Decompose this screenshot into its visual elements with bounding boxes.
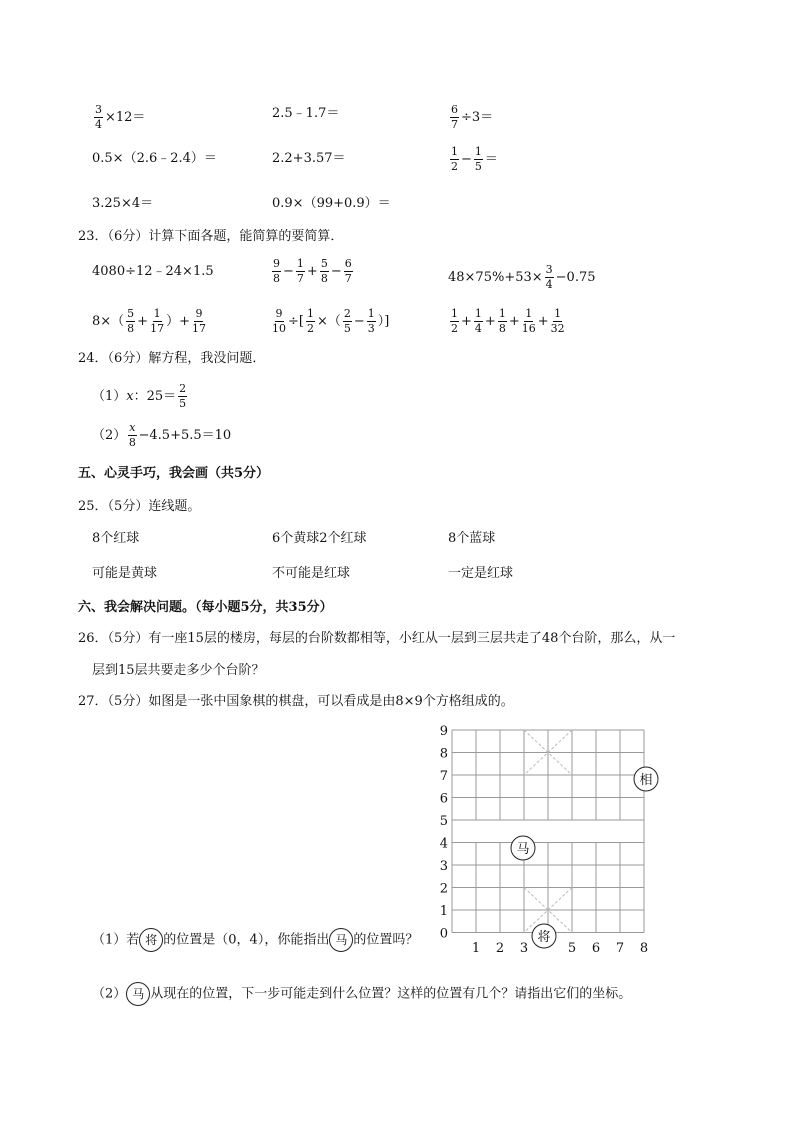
fraction: $\frac{1}{32}$ [550, 307, 565, 336]
piece-jiang [532, 924, 556, 948]
y-tick-label: 2 [439, 881, 448, 897]
x-tick-label: 3 [519, 941, 529, 956]
calc-r1-a: $\frac{3}{4}$ ×12＝ [95, 103, 146, 132]
calc-r2-a: 0.5×（2.6﹣2.4）＝ [92, 151, 217, 166]
fraction: $\frac{1}{8}$ [498, 307, 506, 336]
q25-bottom-1: 可能是黄球 [92, 566, 158, 581]
calc-r3-a: 3.25×4＝ [92, 196, 154, 211]
q23-expr-3: 48×75%+53× $\frac{3}{4}$ −0.75 [448, 263, 596, 292]
fraction: $\frac{1}{7}$ [296, 257, 304, 286]
x-axis-labels [472, 941, 648, 956]
y-tick-label: 4 [439, 836, 448, 852]
q23-expr-2: $\frac{9}{8}$ − $\frac{1}{7}$ + $\frac{5}{8}$ − $\frac{6}{7}$ [273, 257, 352, 286]
y-tick-label: 1 [439, 904, 448, 919]
y-tick-label: 7 [439, 769, 448, 784]
q23-expr-1: 4080÷12﹣24×1.5 [92, 264, 214, 279]
q23-expr-5: $\frac{9}{10}$ ÷[ $\frac{1}{2}$ ×（ $\frac{2}{5}$ − $\frac{1}{3}$ ）] [272, 307, 390, 336]
svg-text:马: 马 [516, 842, 530, 857]
q26-line-2: 层到15层共要走多少个台阶？ [92, 663, 265, 678]
fraction: $\frac{1}{4}$ [474, 307, 482, 336]
calc-r1-c: $\frac{6}{7}$ ÷3＝ [451, 103, 494, 132]
q25-top-2: 6个黄球2个红球 [272, 531, 367, 546]
q23-expr-6: $\frac{1}{2}$ + $\frac{1}{4}$ + $\frac{1}{8}$ + $\frac{1}{16}$ + $\frac{1}{32}$ [451, 307, 565, 336]
q23-expr-4: 8×（ $\frac{5}{8}$ + $\frac{1}{17}$ ）+ $\frac{9}{17}$ [92, 307, 206, 336]
q25-top-1: 8个红球 [92, 531, 140, 546]
q24-header: 24．（6分）解方程，我没问题． [78, 351, 266, 366]
q27-sub-1: （1）若 将 的位置是（0，4），你能指出 马 的位置吗？ [92, 928, 418, 952]
svg-text:相: 相 [639, 773, 653, 788]
chess-board [420, 718, 680, 958]
x-tick-label: 8 [639, 941, 649, 956]
q25-bottom-2: 不可能是红球 [272, 566, 351, 581]
calc-r1-b: 2.5﹣1.7＝ [272, 106, 340, 121]
fraction: $\frac{1}{2}$ [306, 307, 314, 336]
x-tick-label: 5 [567, 941, 577, 956]
calc-r2-c: $\frac{1}{2}$ − $\frac{1}{5}$ ＝ [451, 145, 498, 174]
y-tick-label: 3 [439, 859, 448, 874]
fraction: $\frac{9}{17}$ [191, 307, 206, 336]
piece-xiang [634, 767, 658, 791]
fraction: $\frac{6}{7}$ [344, 257, 352, 286]
fraction: $\frac{1}{5}$ [474, 145, 482, 174]
y-tick-label: 8 [439, 746, 448, 762]
fraction: $\frac{2}{5}$ [179, 382, 187, 411]
fraction: $\frac{5}{8}$ [127, 307, 135, 336]
y-tick-label: 0 [439, 926, 448, 942]
y-tick-label: 5 [439, 814, 448, 829]
piece-ma-inline: 马 [126, 982, 150, 1006]
fraction: $\frac{1}{2}$ [451, 145, 458, 174]
calc-r2-b: 2.2+3.57＝ [272, 151, 346, 166]
q25-bottom-3: 一定是红球 [448, 566, 514, 581]
q23-header: 23．（6分）计算下面各题，能简算的要简算． [78, 229, 344, 244]
q27-header: 27．（5分）如图是一张中国象棋的棋盘，可以看成是由8×9个方格组成的。 [78, 694, 514, 709]
y-tick-label: 9 [439, 724, 448, 739]
x-tick-label: 1 [471, 941, 481, 956]
fraction: $\frac{3}{4}$ [95, 103, 102, 132]
svg-text:将: 将 [537, 930, 551, 945]
q27-sub-2: （2） 马 从现在的位置，下一步可能走到什么位置？这样的位置有几个？请指出它们的坐标。 [92, 982, 631, 1006]
q26-line-1: 26．（5分）有一座15层的楼房，每层的台阶数都相等，小红从一层到三层共走了48个台阶，那么，从一 [78, 631, 676, 646]
fraction: $\frac{1}{16}$ [521, 307, 536, 336]
piece-ma-inline: 马 [329, 928, 353, 952]
q24-part-2: （2） $\frac{x}{8}$ −4.5+5.5＝10 [92, 421, 232, 450]
y-tick-label: 6 [439, 791, 448, 807]
fraction: $\frac{9}{8}$ [273, 257, 280, 286]
fraction: $\frac{x}{8}$ [128, 421, 136, 450]
piece-jiang-inline: 将 [139, 928, 163, 952]
piece-ma [511, 836, 535, 860]
board-grid [452, 730, 644, 933]
fraction: $\frac{6}{7}$ [451, 103, 458, 132]
x-tick-label: 7 [615, 941, 625, 956]
fraction: $\frac{1}{3}$ [367, 307, 375, 336]
q25-top-3: 8个蓝球 [448, 531, 496, 546]
fraction: $\frac{5}{8}$ [320, 257, 328, 286]
section-6-title: 六、我会解决问题。（每小题5分，共35分） [78, 600, 333, 615]
fraction: $\frac{2}{5}$ [343, 307, 351, 336]
fraction: $\frac{1}{2}$ [451, 307, 458, 336]
q24-part-1: （1）x：25＝ $\frac{2}{5}$ [92, 382, 187, 411]
section-5-title: 五、心灵手巧，我会画（共5分） [78, 466, 270, 481]
q25-header: 25．（5分）连线题。 [78, 499, 201, 514]
x-tick-label: 2 [495, 941, 505, 956]
x-tick-label: 6 [591, 941, 601, 956]
fraction: $\frac{3}{4}$ [545, 263, 553, 292]
y-axis-labels [440, 724, 448, 942]
fraction: $\frac{9}{10}$ [272, 307, 286, 336]
calc-r3-b: 0.9×（99+0.9）＝ [272, 196, 391, 211]
fraction: $\frac{1}{17}$ [150, 307, 165, 336]
